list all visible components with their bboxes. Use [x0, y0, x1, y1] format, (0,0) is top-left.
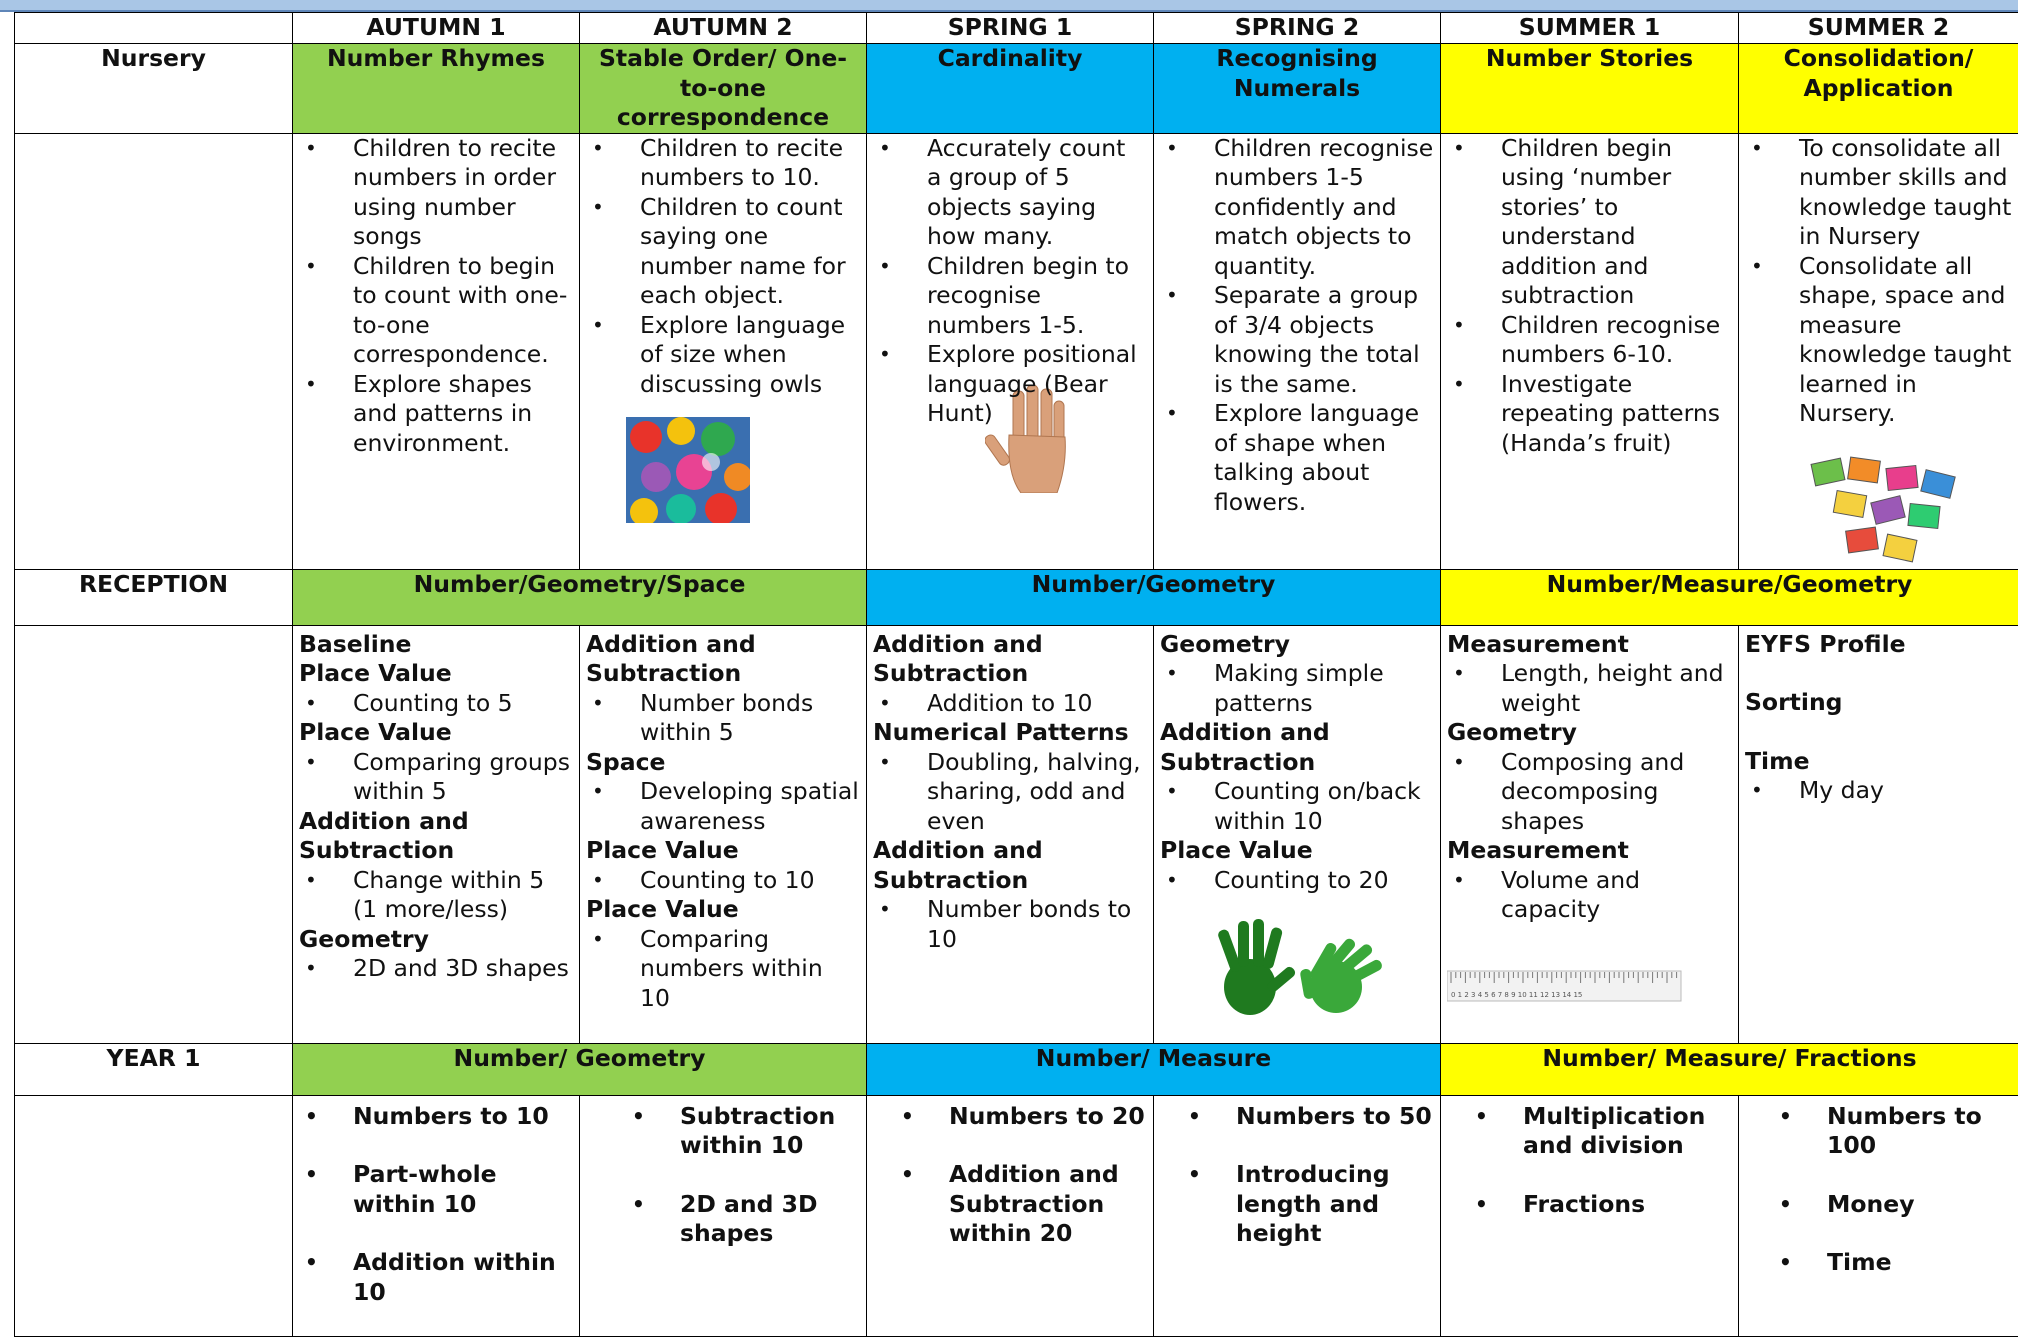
theme-reception-autumn: Number/Geometry/Space	[293, 569, 867, 625]
list-item: • Children to begin to count with one-to-one correspondence.	[299, 252, 573, 370]
list-item: • Children recognise numbers 6-10.	[1447, 311, 1732, 370]
list-item: • Comparing numbers within 10	[586, 925, 860, 1014]
stage-reception: RECEPTION	[15, 569, 293, 625]
list-item: • Children to recite numbers in order using number songs	[299, 134, 573, 252]
list-item: • Children to recite numbers to 10.	[586, 134, 860, 193]
curriculum-table	[14, 12, 2018, 1337]
theme-nursery-summer1: Number Stories	[1441, 44, 1739, 134]
reception-summer2	[1739, 625, 2018, 1043]
colorful-numbers-image	[626, 417, 750, 523]
theme-nursery-autumn2: Stable Order/ One-to-one correspondence	[580, 44, 867, 134]
col-summer1: SUMMER 1	[1441, 13, 1739, 44]
col-spring1: SPRING 1	[867, 13, 1154, 44]
list-item: • My day	[1745, 776, 2012, 806]
subheading: Measurement	[1447, 630, 1732, 660]
subheading: Place Value	[586, 836, 860, 866]
number-blocks-image	[1805, 453, 1965, 569]
reception-autumn2	[580, 625, 867, 1043]
subheading: Place Value	[299, 659, 573, 689]
year1-summer2	[1739, 1095, 2018, 1337]
stage-year1: YEAR 1	[15, 1043, 293, 1095]
list-item: • Addition to 10	[873, 689, 1147, 719]
list-item: • Introducing length and height	[1182, 1160, 1434, 1249]
list-item: • 2D and 3D shapes	[626, 1190, 860, 1249]
list-item: • Children recognise numbers 1-5 confidently and match objects to quantity.	[1160, 134, 1434, 282]
theme-nursery-spring2: Recognising Numerals	[1154, 44, 1441, 134]
list-item: • Numbers to 50	[1182, 1102, 1434, 1132]
green-handprints-image	[1206, 917, 1396, 1017]
stage-nursery: Nursery	[15, 44, 293, 134]
stage-empty	[15, 625, 293, 1043]
list-item: • Numbers to 10	[299, 1102, 573, 1132]
list-item: • Addition within 10	[299, 1248, 573, 1307]
year1-summer1	[1441, 1095, 1739, 1337]
list-item: • Explore language of shape when talking about flowers.	[1160, 399, 1434, 517]
theme-year1-autumn: Number/ Geometry	[293, 1043, 867, 1095]
theme-nursery-spring1: Cardinality	[867, 44, 1154, 134]
list-item: • Explore shapes and patterns in environment.	[299, 370, 573, 459]
reception-summer1-list	[1447, 630, 1732, 925]
subheading: EYFS Profile	[1745, 630, 2012, 660]
list-item: • Counting to 10	[586, 866, 860, 896]
subheading: Place Value	[299, 718, 573, 748]
spacer	[1745, 718, 2012, 747]
subheading: Baseline	[299, 630, 573, 660]
list-item: • Explore positional language (Bear Hunt)	[873, 340, 1147, 429]
subheading: Geometry	[1160, 630, 1434, 660]
ruler-image	[1447, 969, 1683, 1003]
subheading: Addition and Subtraction	[299, 807, 573, 866]
nursery-autumn1	[293, 133, 580, 569]
list-item: • Length, height and weight	[1447, 659, 1732, 718]
list-item: • Fractions	[1469, 1190, 1732, 1220]
list-item: • Numbers to 20	[895, 1102, 1147, 1132]
list-item: • Change within 5 (1 more/less)	[299, 866, 573, 925]
list-item: • Addition and Subtraction within 20	[895, 1160, 1147, 1249]
list-item: • Composing and decomposing shapes	[1447, 748, 1732, 837]
reception-content-row	[15, 625, 2018, 1043]
list-item: • Subtraction within 10	[626, 1102, 860, 1161]
stage-empty	[15, 133, 293, 569]
list-item: • Counting to 20	[1160, 866, 1434, 896]
subheading: Space	[586, 748, 860, 778]
nursery-spring1	[867, 133, 1154, 569]
subheading: Geometry	[299, 925, 573, 955]
theme-year1-summer: Number/ Measure/ Fractions	[1441, 1043, 2018, 1095]
reception-spring2	[1154, 625, 1441, 1043]
reception-theme-row	[15, 569, 2018, 625]
list-item: • Accurately count a group of 5 objects saying how many.	[873, 134, 1147, 252]
list-item: • Making simple patterns	[1160, 659, 1434, 718]
list-item: • Counting on/back within 10	[1160, 777, 1434, 836]
list-item: • Volume and capacity	[1447, 866, 1732, 925]
year1-spring2	[1154, 1095, 1441, 1337]
stage-empty	[15, 1095, 293, 1337]
list-item: • Comparing groups within 5	[299, 748, 573, 807]
year1-autumn1	[293, 1095, 580, 1337]
subheading: Sorting	[1745, 688, 2012, 718]
header-row	[15, 13, 2018, 44]
spacer	[1745, 659, 2012, 688]
col-spring2: SPRING 2	[1154, 13, 1441, 44]
subheading: Place Value	[586, 895, 860, 925]
list-item: • Explore language of size when discussing owls	[586, 311, 860, 400]
list-item: • Investigate repeating patterns (Handa’s fruit)	[1447, 370, 1732, 459]
reception-spring1	[867, 625, 1154, 1043]
year1-autumn2	[580, 1095, 867, 1337]
nursery-content-row	[15, 133, 2018, 569]
list-item: • Number bonds to 10	[873, 895, 1147, 954]
col-autumn2: AUTUMN 2	[580, 13, 867, 44]
nursery-summer2	[1739, 133, 2018, 569]
year1-theme-row	[15, 1043, 2018, 1095]
col-autumn1: AUTUMN 1	[293, 13, 580, 44]
list-item: • Children begin using ‘number stories’ to understand addition and subtraction	[1447, 134, 1732, 311]
list-item: • Separate a group of 3/4 objects knowing the total is the same.	[1160, 281, 1434, 399]
subheading: Place Value	[1160, 836, 1434, 866]
list-item: • Numbers to 100	[1773, 1102, 2012, 1161]
reception-autumn1	[293, 625, 580, 1043]
list-item: • Consolidate all shape, space and measure knowledge taught learned in Nursery.	[1745, 252, 2012, 429]
list-item: • Children begin to recognise numbers 1-5.	[873, 252, 1147, 341]
corner-cell	[15, 13, 293, 44]
theme-year1-spring: Number/ Measure	[867, 1043, 1441, 1095]
reception-summer1	[1441, 625, 1739, 1043]
year1-content-row	[15, 1095, 2018, 1337]
list-item: • Time	[1773, 1248, 2012, 1278]
list-item: • Money	[1773, 1190, 2012, 1220]
list-item: • Doubling, halving, sharing, odd and even	[873, 748, 1147, 837]
col-summer2: SUMMER 2	[1739, 13, 2018, 44]
subheading: Addition and Subtraction	[586, 630, 860, 689]
nursery-spring2	[1154, 133, 1441, 569]
theme-reception-spring: Number/Geometry	[867, 569, 1441, 625]
subheading: Time	[1745, 747, 2012, 777]
top-banner	[0, 0, 2018, 12]
subheading: Geometry	[1447, 718, 1732, 748]
ruler-digits: 0 1 2 3 4 5 6 7 8 9 10 11 12 13 14 15	[1451, 991, 1582, 999]
list-item: • Number bonds within 5	[586, 689, 860, 748]
list-item: • To consolidate all number skills and knowledge taught in Nursery	[1745, 134, 2012, 252]
list-item: • 2D and 3D shapes	[299, 954, 573, 984]
list-item: • Part-whole within 10	[299, 1160, 573, 1219]
list-item: • Counting to 5	[299, 689, 573, 719]
nursery-autumn2	[580, 133, 867, 569]
subheading: Addition and Subtraction	[873, 630, 1147, 689]
subheading: Addition and Subtraction	[1160, 718, 1434, 777]
reception-spring2-list	[1160, 630, 1434, 896]
year1-spring1	[867, 1095, 1154, 1337]
subheading: Measurement	[1447, 836, 1732, 866]
list-item: • Multiplication and division	[1469, 1102, 1732, 1161]
nursery-summer1	[1441, 133, 1739, 569]
subheading: Numerical Patterns	[873, 718, 1147, 748]
theme-nursery-autumn1: Number Rhymes	[293, 44, 580, 134]
list-item: • Children to count saying one number name for each object.	[586, 193, 860, 311]
list-item: • Developing spatial awareness	[586, 777, 860, 836]
theme-reception-summer: Number/Measure/Geometry	[1441, 569, 2018, 625]
nursery-theme-row	[15, 44, 2018, 134]
theme-nursery-summer2: Consolidation/ Application	[1739, 44, 2018, 134]
subheading: Addition and Subtraction	[873, 836, 1147, 895]
